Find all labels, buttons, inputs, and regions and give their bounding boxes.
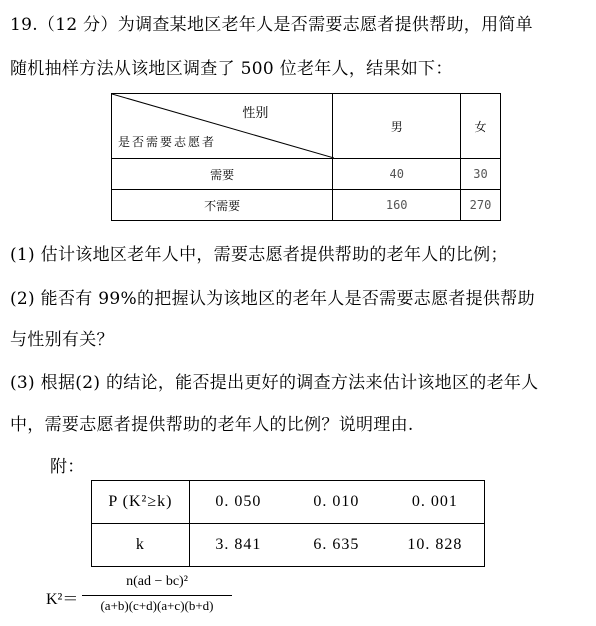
row-label: 需要	[112, 159, 333, 190]
table-row	[92, 524, 485, 567]
formula-numerator: n(ad − bc)²	[126, 574, 188, 589]
row-label: 不需要	[112, 190, 333, 221]
prob-label: P (K²≥k)	[92, 481, 190, 524]
fraction-bar	[82, 595, 232, 596]
col-header-male: 男	[333, 94, 461, 159]
formula-denominator: (a+b)(c+d)(a+c)(b+d)	[100, 598, 214, 613]
prob-value: 0. 001	[386, 481, 485, 524]
cell-female: 30	[461, 159, 501, 190]
problem-line-1: 19.（12 分）为调查某地区老年人是否需要志愿者提供帮助，用简单	[10, 15, 533, 35]
header-need-volunteer: 是否需要志愿者	[118, 135, 217, 149]
prob-value: 0. 050	[189, 481, 287, 524]
col-header-female: 女	[461, 94, 501, 159]
question-3-line-1: (3) 根据(2) 的结论，能否提出更好的调查方法来估计该地区的老年人	[10, 373, 539, 393]
critical-value-table	[91, 480, 485, 567]
prob-value: 0. 010	[287, 481, 386, 524]
table-row	[112, 159, 501, 190]
problem-line-2: 随机抽样方法从该地区调查了 500 位老年人，结果如下：	[10, 59, 453, 79]
cell-male: 160	[333, 190, 461, 221]
question-2-line-1: (2) 能否有 99%的把握认为该地区的老年人是否需要志愿者提供帮助	[10, 289, 535, 309]
appendix-label: 附：	[50, 457, 85, 477]
question-3-line-2: 中，需要志愿者提供帮助的老年人的比例？说明理由.	[10, 415, 414, 435]
table-row	[92, 481, 485, 524]
table-row	[112, 190, 501, 221]
k-label: k	[92, 524, 190, 567]
diagonal-header-cell	[112, 94, 333, 159]
k-value: 6. 635	[287, 524, 386, 567]
question-2-line-2: 与性别有关？	[10, 330, 114, 350]
cell-male: 40	[333, 159, 461, 190]
k-value: 3. 841	[189, 524, 287, 567]
cell-female: 270	[461, 190, 501, 221]
question-1: (1) 估计该地区老年人中，需要志愿者提供帮助的老年人的比例；	[10, 245, 508, 265]
survey-table	[111, 93, 501, 221]
k-value: 10. 828	[386, 524, 485, 567]
header-gender: 性别	[242, 106, 269, 121]
formula-lhs: K²＝	[46, 591, 79, 608]
